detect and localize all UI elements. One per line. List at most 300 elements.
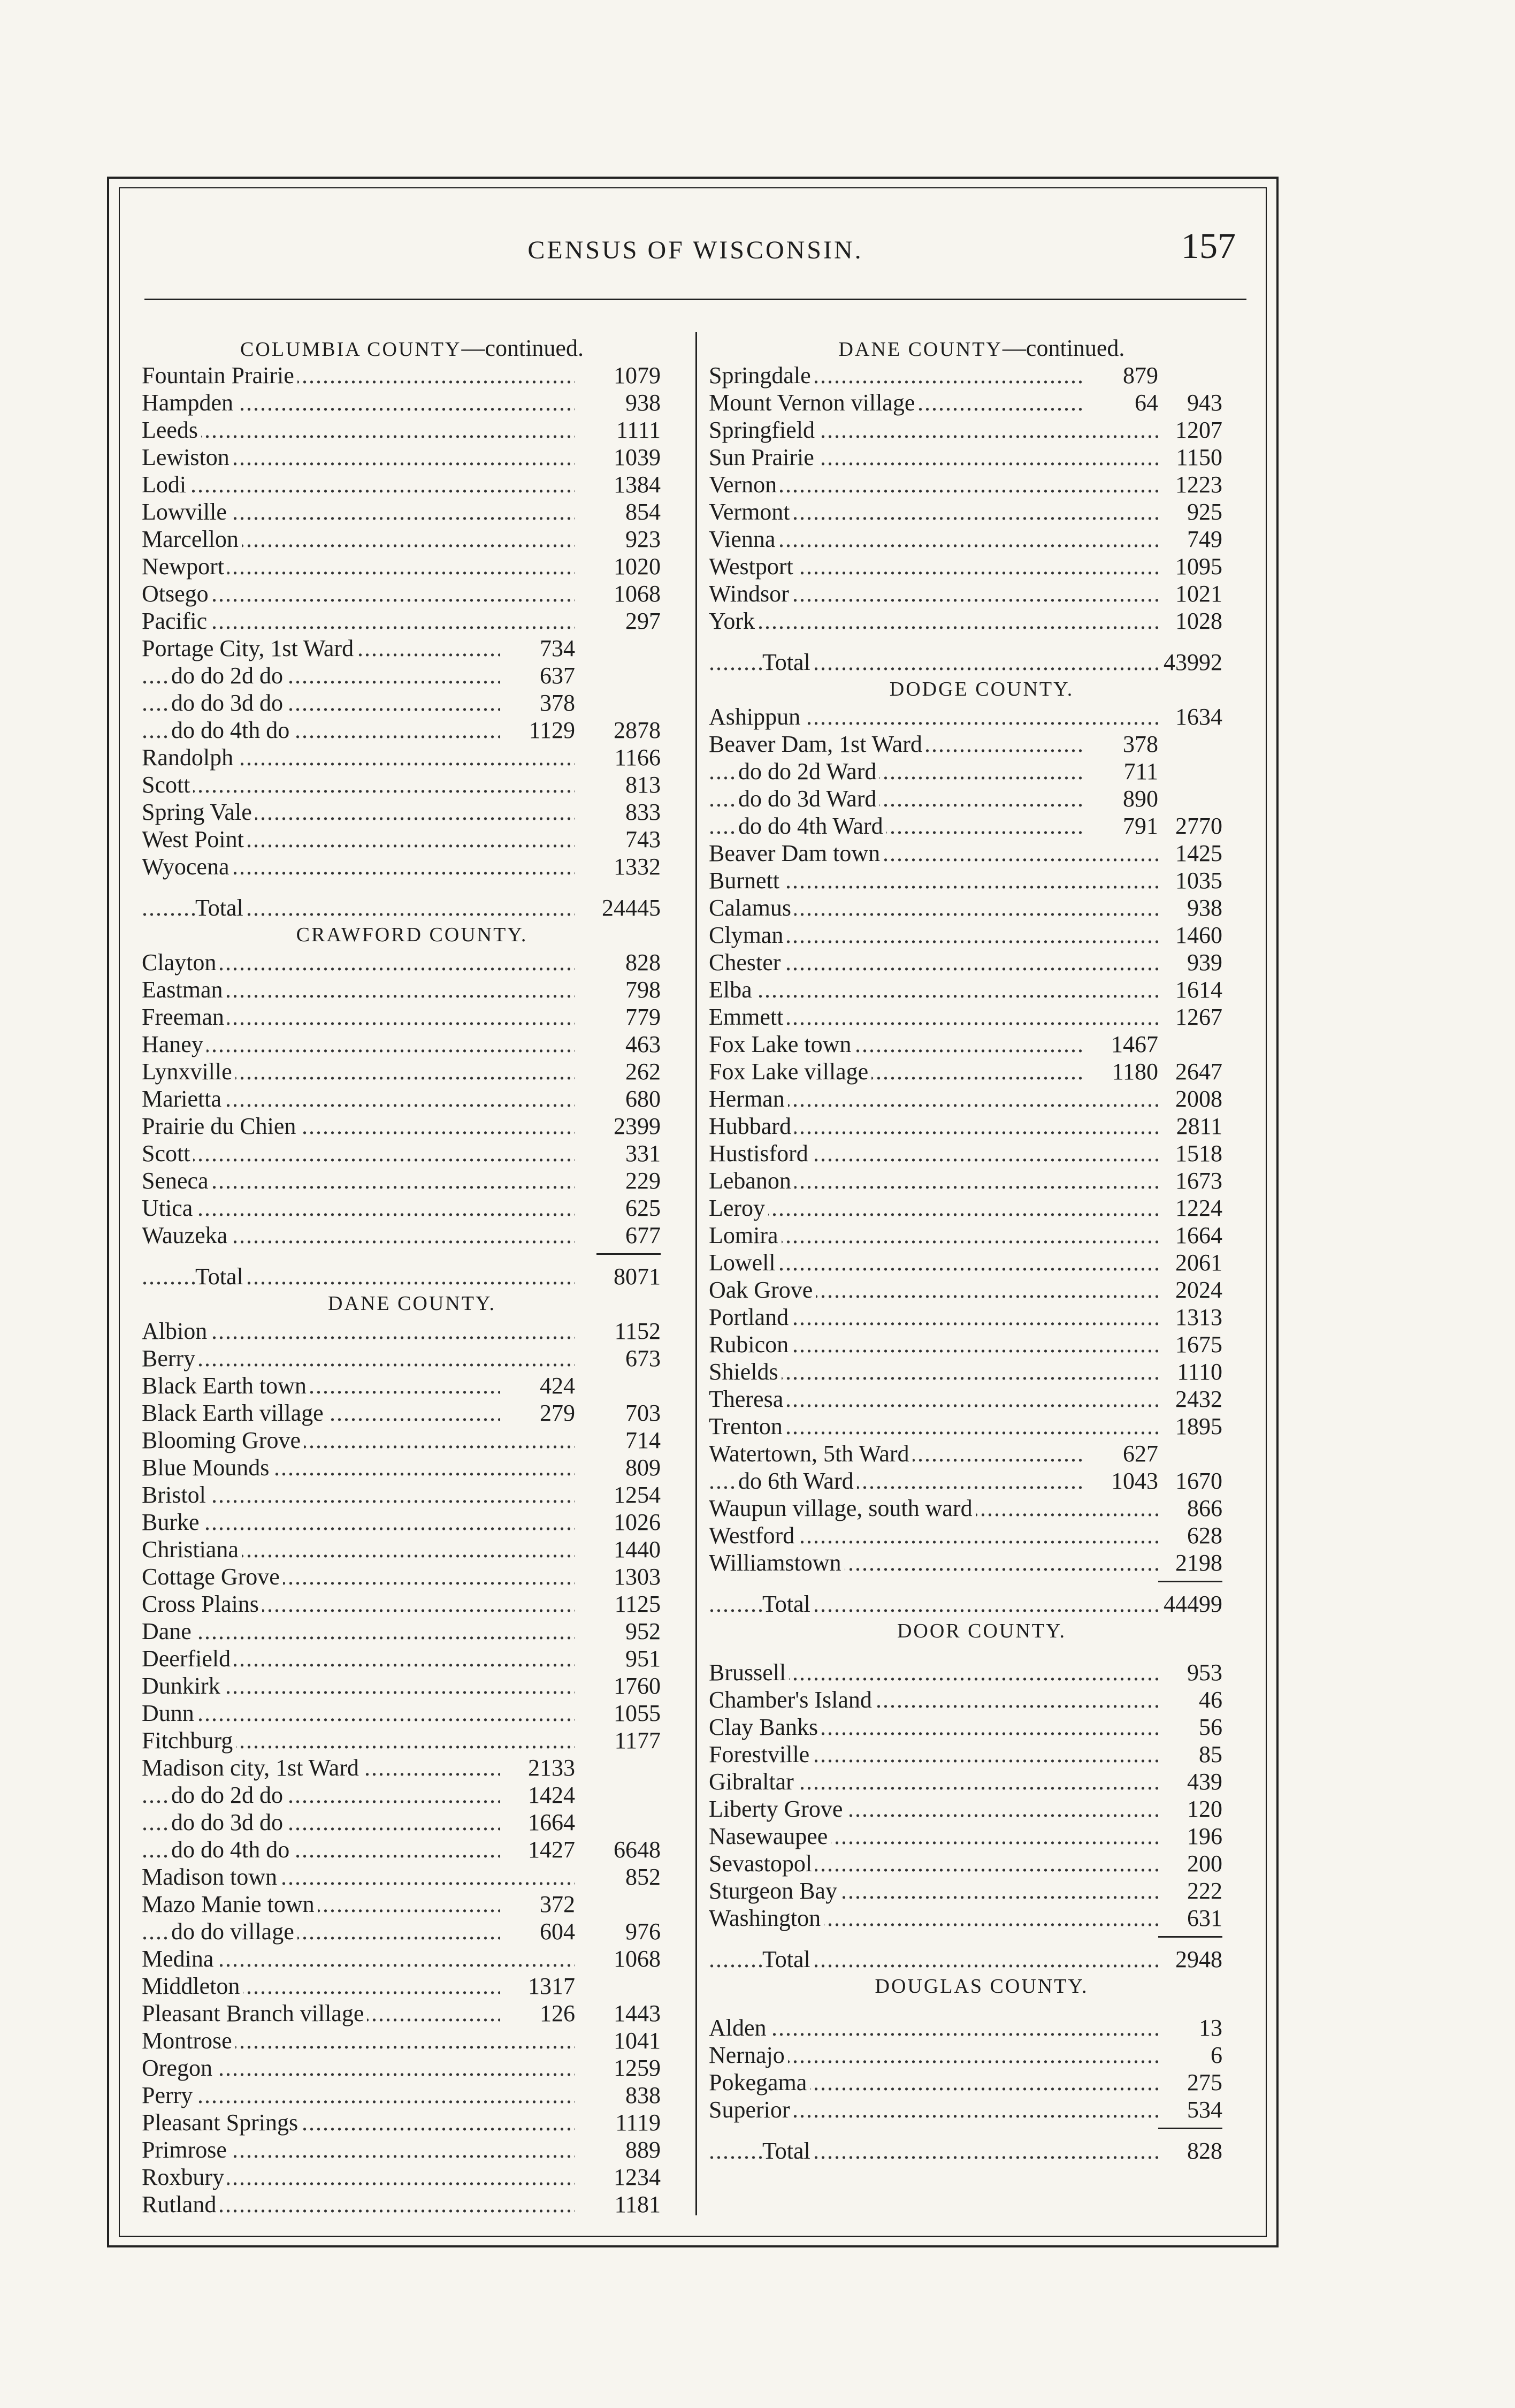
census-row — [142, 1945, 682, 1972]
population-value: 1518 — [1175, 1140, 1222, 1167]
census-row — [142, 607, 682, 635]
census-row — [142, 1809, 682, 1836]
spacer — [709, 1645, 1254, 1659]
census-row — [142, 1727, 682, 1754]
county-heading — [709, 1618, 1254, 1645]
census-row — [142, 2136, 682, 2163]
census-row — [142, 662, 682, 689]
census-row — [709, 2096, 1254, 2123]
place-name: York — [709, 608, 758, 634]
census-row — [709, 1058, 1254, 1085]
census-row — [142, 1781, 682, 1809]
total-label: Total — [762, 2138, 814, 2164]
ward-population: 1129 — [500, 717, 575, 744]
ward-population: 734 — [500, 635, 575, 662]
total-rule — [1158, 1581, 1222, 1582]
census-row — [709, 607, 1254, 635]
census-row — [142, 1754, 682, 1781]
county-heading-text: COLUMBIA COUNTY — [240, 338, 462, 361]
place-name: Oak Grove — [709, 1277, 816, 1303]
place-name: Scott — [142, 772, 193, 798]
census-row — [142, 1140, 682, 1167]
census-row — [709, 1413, 1254, 1440]
population-value: 833 — [625, 799, 661, 825]
census-row — [142, 1003, 682, 1031]
place-name: Marcellon — [142, 526, 242, 552]
population-value: 439 — [1187, 1769, 1222, 1795]
place-name: do do 2d Ward — [738, 758, 879, 784]
census-row — [142, 1058, 682, 1085]
population-value: 1224 — [1175, 1195, 1222, 1221]
place-name: Pokegama — [709, 2069, 810, 2095]
ward-population: 1427 — [500, 1836, 575, 1863]
place-name: Beaver Dam, 1st Ward — [709, 731, 925, 757]
population-value: 1028 — [1175, 608, 1222, 634]
census-row — [142, 826, 682, 853]
census-row — [709, 1003, 1254, 1031]
place-name: Dunn — [142, 1700, 197, 1726]
population-value: 976 — [625, 1918, 661, 1945]
county-heading-text: CRAWFORD COUNTY. — [296, 924, 528, 946]
census-row — [709, 1112, 1254, 1140]
census-row — [709, 867, 1254, 894]
total-rule — [1158, 1936, 1222, 1938]
place-name: Clayton — [142, 949, 219, 976]
place-name: Forestville — [709, 1741, 813, 1767]
ward-population: 879 — [1083, 362, 1158, 389]
place-name: Christiana — [142, 1536, 242, 1563]
population-value: 1166 — [614, 744, 661, 771]
county-heading-text: DOOR COUNTY. — [897, 1620, 1067, 1642]
population-value: 56 — [1199, 1714, 1222, 1740]
census-row — [142, 1863, 682, 1891]
census-row — [709, 1031, 1254, 1058]
population-value: 813 — [625, 772, 661, 798]
population-value: 925 — [1187, 499, 1222, 525]
population-value: 1675 — [1175, 1331, 1222, 1358]
population-value: 6 — [1211, 2042, 1222, 2068]
place-name: Westford — [709, 1522, 798, 1549]
census-row — [709, 2014, 1254, 2041]
population-value: 2061 — [1175, 1249, 1222, 1276]
county-heading-text: DODGE COUNTY. — [889, 678, 1074, 700]
population-value: 1079 — [614, 362, 661, 388]
census-row — [142, 1167, 682, 1194]
ward-population: 372 — [500, 1891, 575, 1918]
census-row — [709, 553, 1254, 580]
population-value: 1313 — [1175, 1304, 1222, 1330]
place-name: Cottage Grove — [142, 1564, 283, 1590]
ward-population: 279 — [500, 1399, 575, 1427]
census-row — [709, 1358, 1254, 1385]
census-row — [709, 1877, 1254, 1904]
census-row — [142, 1508, 682, 1536]
census-row — [142, 2082, 682, 2109]
place-name: do do 2d do — [171, 662, 286, 689]
place-name: Burke — [142, 1509, 203, 1535]
population-value: 1634 — [1175, 704, 1222, 730]
total-label: Total — [195, 1263, 247, 1290]
census-row — [142, 2054, 682, 2082]
ward-population: 2133 — [500, 1754, 575, 1781]
spacer — [709, 635, 1254, 649]
population-value: 1259 — [614, 2055, 661, 2081]
county-heading — [709, 676, 1254, 703]
place-name: Roxbury — [142, 2164, 227, 2190]
census-row — [709, 894, 1254, 921]
population-value: 331 — [625, 1140, 661, 1167]
total-rule-row — [709, 1932, 1254, 1946]
population-value: 2399 — [614, 1113, 661, 1139]
census-row — [709, 1085, 1254, 1112]
place-name: Sun Prairie — [709, 444, 817, 470]
place-name: Wauzeka — [142, 1222, 231, 1248]
place-name: Blue Mounds — [142, 1454, 272, 1481]
total-label: Total — [195, 895, 247, 921]
ward-population: 424 — [500, 1372, 575, 1399]
place-name: do do village — [171, 1918, 297, 1945]
population-value: 1443 — [614, 2000, 661, 2026]
county-total: 8071 — [614, 1263, 661, 1290]
population-value: 938 — [625, 390, 661, 416]
place-name: Gibraltar — [709, 1769, 797, 1795]
census-row — [709, 525, 1254, 553]
county-heading-text: DANE COUNTY. — [328, 1292, 496, 1315]
place-name: Superior — [709, 2097, 793, 2123]
place-name: Fox Lake town — [709, 1031, 854, 1057]
place-name: Leroy — [709, 1195, 768, 1221]
population-value: 631 — [1187, 1905, 1222, 1931]
place-name: Prairie du Chien — [142, 1113, 299, 1139]
place-name: Lewiston — [142, 444, 233, 470]
population-value: 1254 — [614, 1482, 661, 1508]
census-row — [709, 1795, 1254, 1823]
population-value: 1760 — [614, 1673, 661, 1699]
population-value: 200 — [1187, 1850, 1222, 1877]
place-name: Springdale — [709, 362, 814, 388]
census-row — [709, 471, 1254, 498]
place-name: Black Earth town — [142, 1373, 310, 1399]
census-row — [709, 2041, 1254, 2069]
ward-population: 1424 — [500, 1781, 575, 1809]
census-row — [142, 853, 682, 880]
census-row — [709, 758, 1254, 785]
population-value: 2024 — [1175, 1277, 1222, 1303]
place-name: do do 3d Ward — [738, 786, 879, 812]
population-value: 628 — [1187, 1522, 1222, 1549]
total-rule-row — [142, 1249, 682, 1263]
place-name: Primrose — [142, 2137, 230, 2163]
place-name: Burnett — [709, 867, 783, 894]
place-name: Trenton — [709, 1413, 786, 1439]
county-total: 828 — [1187, 2138, 1222, 2164]
census-row — [709, 416, 1254, 444]
place-name: Deerfield — [142, 1645, 234, 1672]
place-name: Middleton — [142, 1973, 243, 1999]
population-value: 625 — [625, 1195, 661, 1221]
census-row — [709, 362, 1254, 389]
census-row — [142, 1672, 682, 1700]
census-row — [709, 1686, 1254, 1713]
place-name: Wyocena — [142, 854, 232, 880]
population-value: 2770 — [1175, 813, 1222, 839]
population-value: 262 — [625, 1058, 661, 1085]
census-row — [142, 2163, 682, 2191]
county-heading — [142, 921, 682, 949]
population-value: 1119 — [615, 2109, 661, 2136]
census-row — [142, 1194, 682, 1222]
place-name: Elba — [709, 977, 755, 1003]
county-heading — [709, 334, 1254, 362]
census-row — [142, 580, 682, 607]
place-name: Shields — [709, 1359, 782, 1385]
census-row — [142, 949, 682, 976]
census-row — [142, 525, 682, 553]
place-name: Mazo Manie town — [142, 1891, 318, 1917]
place-name: Dane — [142, 1618, 195, 1644]
population-value: 1664 — [1175, 1222, 1222, 1248]
place-name: Vienna — [709, 526, 778, 552]
place-name: Theresa — [709, 1386, 786, 1412]
population-value: 1026 — [614, 1509, 661, 1535]
county-heading-text: DOUGLAS COUNTY. — [875, 1975, 1089, 1998]
census-row — [709, 389, 1254, 416]
place-name: Portage City, 1st Ward — [142, 635, 357, 661]
spacer — [709, 2000, 1254, 2014]
place-name: Lynxville — [142, 1058, 235, 1085]
population-value: 1223 — [1175, 471, 1222, 498]
census-row — [709, 730, 1254, 758]
census-row — [142, 2191, 682, 2218]
population-value: 1303 — [614, 1564, 661, 1590]
place-name: Randolph — [142, 744, 236, 771]
census-row — [709, 1249, 1254, 1276]
place-name: do do 4th do — [171, 1837, 293, 1863]
population-value: 1384 — [614, 471, 661, 498]
population-value: 1020 — [614, 553, 661, 580]
population-value: 1150 — [1176, 444, 1222, 470]
place-name: Chamber's Island — [709, 1687, 875, 1713]
county-total: 24445 — [602, 895, 661, 921]
place-name: Calamus — [709, 895, 794, 921]
population-value: 714 — [625, 1427, 661, 1453]
county-heading — [709, 1973, 1254, 2000]
place-name: Seneca — [142, 1168, 212, 1194]
census-row — [709, 1522, 1254, 1549]
population-value: 1152 — [614, 1318, 661, 1344]
place-name: do do 4th do — [171, 717, 293, 743]
census-row — [142, 689, 682, 717]
column-divider — [695, 332, 697, 2215]
place-name: do do 3d do — [171, 1809, 286, 1835]
place-name: Marietta — [142, 1086, 225, 1112]
census-row — [142, 1891, 682, 1918]
census-row — [142, 1317, 682, 1345]
census-row — [709, 921, 1254, 949]
census-row — [709, 2069, 1254, 2096]
census-row — [709, 812, 1254, 840]
population-value: 1440 — [614, 1536, 661, 1563]
place-name: Eastman — [142, 977, 226, 1003]
population-value: 2647 — [1175, 1058, 1222, 1085]
population-value: 866 — [1187, 1495, 1222, 1521]
place-name: Hubbard — [709, 1113, 794, 1139]
population-value: 1234 — [614, 2164, 661, 2190]
census-row — [142, 1590, 682, 1618]
place-name: Oregon — [142, 2055, 216, 2081]
population-value: 953 — [1187, 1659, 1222, 1686]
census-row — [142, 1454, 682, 1481]
ward-population: 126 — [500, 2000, 575, 2027]
ward-population: 1043 — [1083, 1467, 1158, 1495]
population-value: 534 — [1187, 2097, 1222, 2123]
county-total-row — [709, 1946, 1254, 1973]
county-heading-text: DANE COUNTY — [838, 338, 1003, 361]
census-row — [142, 1399, 682, 1427]
population-value: 1068 — [614, 1946, 661, 1972]
census-row — [142, 1618, 682, 1645]
population-value: 2878 — [614, 717, 661, 743]
census-row — [709, 1440, 1254, 1467]
census-row — [142, 1645, 682, 1672]
spacer — [142, 880, 682, 894]
census-row — [709, 785, 1254, 812]
census-row — [709, 1823, 1254, 1850]
census-row — [709, 1385, 1254, 1413]
census-row — [709, 949, 1254, 976]
population-value: 2432 — [1175, 1386, 1222, 1412]
population-value: 463 — [625, 1031, 661, 1057]
county-total-row — [709, 649, 1254, 676]
place-name: Rutland — [142, 2191, 219, 2218]
place-name: do 6th Ward — [738, 1468, 857, 1494]
population-value: 677 — [625, 1222, 661, 1248]
page-header — [144, 225, 1246, 300]
place-name: Haney — [142, 1031, 206, 1057]
place-name: Emmett — [709, 1004, 786, 1030]
census-row — [709, 1659, 1254, 1686]
census-row — [142, 2027, 682, 2054]
place-name: Spring Vale — [142, 799, 255, 825]
county-total-row — [709, 2137, 1254, 2165]
population-value: 939 — [1187, 949, 1222, 976]
place-name: Madison town — [142, 1864, 280, 1890]
place-name: Clyman — [709, 922, 786, 948]
place-name: Bristol — [142, 1482, 209, 1508]
census-row — [142, 1536, 682, 1563]
population-value: 1207 — [1175, 417, 1222, 443]
place-name: Leeds — [142, 417, 201, 443]
ward-population: 1317 — [500, 1972, 575, 2000]
population-value: 703 — [625, 1400, 661, 1426]
population-value: 222 — [1187, 1878, 1222, 1904]
census-row — [142, 1700, 682, 1727]
census-row — [709, 580, 1254, 607]
place-name: Utica — [142, 1195, 196, 1221]
census-row — [142, 1112, 682, 1140]
place-name: Alden — [709, 2015, 770, 2041]
header-rule — [144, 299, 1246, 300]
census-row — [709, 1167, 1254, 1194]
population-value: 1177 — [614, 1727, 661, 1754]
place-name: Madison city, 1st Ward — [142, 1755, 362, 1781]
place-name: Sevastopol — [709, 1850, 815, 1877]
place-name: Washington — [709, 1905, 824, 1931]
population-value: 1181 — [614, 2191, 661, 2218]
population-value: 798 — [625, 977, 661, 1003]
population-value: 196 — [1187, 1823, 1222, 1849]
population-value: 743 — [625, 826, 661, 852]
population-value: 297 — [625, 608, 661, 634]
census-row — [142, 362, 682, 389]
total-label: Total — [762, 1946, 814, 1972]
place-name: Lowell — [709, 1249, 779, 1276]
place-name: Beaver Dam town — [709, 840, 883, 866]
place-name: Mount Vernon village — [709, 390, 918, 416]
population-value: 838 — [625, 2082, 661, 2108]
census-row — [709, 1713, 1254, 1741]
population-value: 1614 — [1175, 977, 1222, 1003]
census-row — [709, 1549, 1254, 1576]
population-value: 2008 — [1175, 1086, 1222, 1112]
census-row — [142, 1481, 682, 1508]
place-name: Lodi — [142, 471, 189, 498]
left-column — [142, 334, 682, 2218]
census-row — [709, 498, 1254, 525]
census-row — [709, 1331, 1254, 1358]
census-row — [142, 976, 682, 1003]
place-name: Vermont — [709, 499, 793, 525]
place-name: Newport — [142, 553, 227, 580]
county-total-row — [142, 894, 682, 921]
place-name: Chester — [709, 949, 784, 976]
county-total: 43992 — [1164, 649, 1222, 675]
population-value: 938 — [1187, 895, 1222, 921]
population-value: 229 — [625, 1168, 661, 1194]
census-row — [142, 1427, 682, 1454]
census-row — [709, 840, 1254, 867]
census-row — [142, 1836, 682, 1863]
place-name: Black Earth village — [142, 1400, 327, 1426]
census-row — [709, 976, 1254, 1003]
census-row — [142, 553, 682, 580]
place-name: Medina — [142, 1946, 217, 1972]
population-value: 1111 — [616, 417, 661, 443]
place-name: Clay Banks — [709, 1714, 821, 1740]
population-value: 2198 — [1175, 1550, 1222, 1576]
place-name: Dunkirk — [142, 1673, 224, 1699]
census-row — [709, 1850, 1254, 1877]
county-heading-continued: —continued. — [1002, 335, 1125, 361]
census-row — [709, 1741, 1254, 1768]
census-row — [142, 498, 682, 525]
population-value: 46 — [1199, 1687, 1222, 1713]
place-name: Portland — [709, 1304, 792, 1330]
place-name: Williamstown — [709, 1550, 845, 1576]
place-name: Ashippun — [709, 704, 804, 730]
ward-population: 378 — [500, 689, 575, 717]
population-value: 1332 — [614, 854, 661, 880]
population-value: 923 — [625, 526, 661, 552]
place-name: Westport — [709, 553, 797, 580]
place-name: Albion — [142, 1318, 210, 1344]
place-name: Nernajo — [709, 2042, 788, 2068]
place-name: do do 3d do — [171, 690, 286, 716]
county-total-row — [709, 1590, 1254, 1618]
county-total: 44499 — [1164, 1591, 1222, 1617]
population-value: 1035 — [1175, 867, 1222, 894]
place-name: Fountain Prairie — [142, 362, 297, 388]
